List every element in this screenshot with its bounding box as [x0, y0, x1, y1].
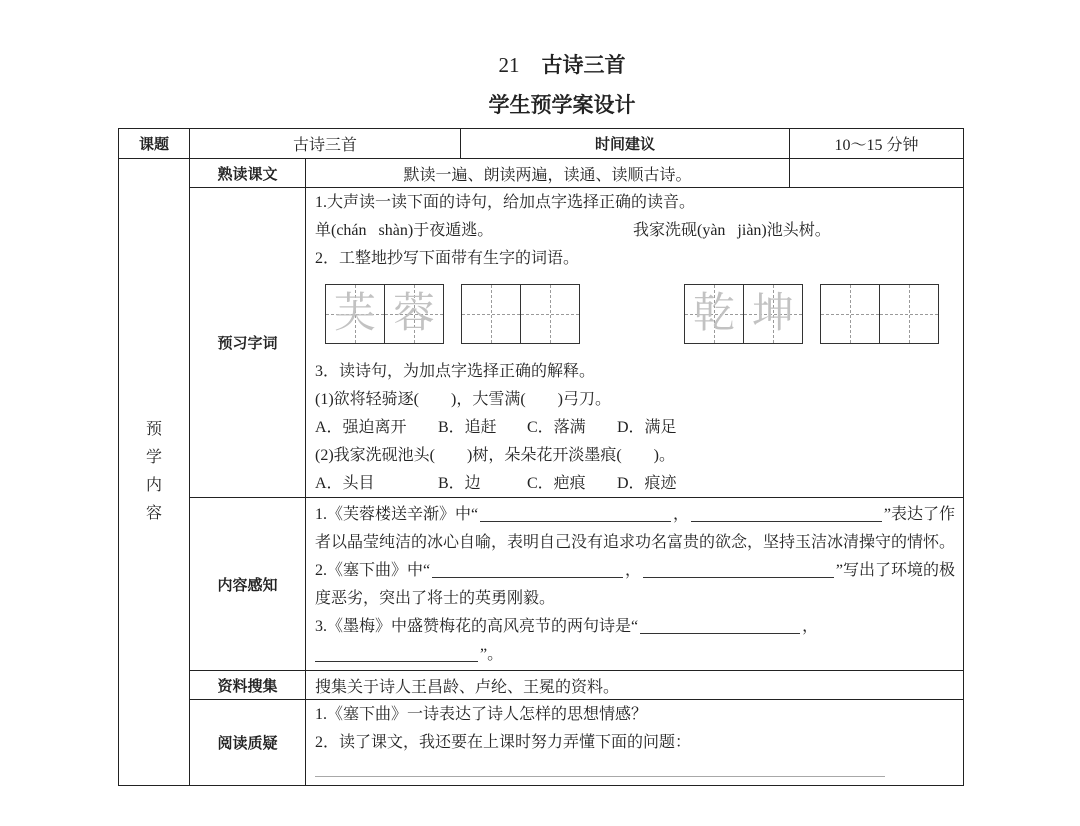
option-b: B．追赶 [438, 419, 497, 436]
trace-character: 乾 [692, 291, 735, 337]
q3-sentence-2: (2)我家洗砚池头( )树，朵朵花开淡墨痕( )。 [315, 447, 675, 464]
trace-character: 蓉 [392, 291, 435, 337]
answer-blank [315, 641, 478, 662]
reading-content-cell [305, 158, 790, 188]
topic-label-cell [118, 128, 190, 159]
perception-q2-continuation: 度恶劣，突出了将士的英勇刚毅。 [315, 590, 556, 607]
section-label: 预学内容 [146, 421, 163, 522]
perception-q3-line [315, 613, 955, 641]
answer-blank [480, 501, 671, 522]
perception-q3-line-2 [315, 641, 955, 669]
option-b: B．边 [438, 475, 481, 492]
character-grids [315, 284, 963, 344]
reading-label-cell [189, 158, 306, 188]
topic-label: 课题 [138, 136, 169, 153]
section-label-cell [118, 158, 190, 786]
perception-q2-sep: ， [625, 562, 642, 579]
option-d: D．满足 [617, 419, 677, 436]
option-c: C．落满 [527, 419, 586, 436]
grid-box-blank-2 [820, 284, 939, 344]
grid-square [461, 284, 521, 344]
q3-sentence-1: (1)欲将轻骑逐( )，大雪满( )弓刀。 [315, 391, 611, 408]
reading-empty-cell [789, 158, 964, 188]
option-d: D．痕迹 [617, 475, 677, 492]
reading-text: 默读一遍、朗读两遍，读通、读顺古诗。 [403, 166, 692, 184]
resource-label-cell [189, 670, 306, 700]
time-label: 时间建议 [594, 136, 655, 153]
question-label-cell [189, 699, 306, 786]
perception-label: 内容感知 [217, 576, 278, 594]
grid-square [743, 284, 803, 344]
lesson-name: 古诗三首 [541, 54, 626, 77]
perception-q1-sep: ， [673, 506, 690, 523]
perception-q3-end: ”。 [480, 646, 504, 663]
q3-options-1 [315, 414, 963, 442]
answer-blank [643, 557, 834, 578]
reading-label: 熟读课文 [217, 165, 278, 183]
perception-q2-end: ”写出了环境的极 [835, 562, 956, 579]
perception-q2-start: 2.《塞下曲》中“ [315, 562, 431, 579]
preview-q3: 3．读诗句，为加点字选择正确的解释。 [315, 363, 596, 380]
preview-q2: 2．工整地抄写下面带有生字的词语。 [315, 250, 580, 267]
grid-square [820, 284, 880, 344]
answer-blank [640, 613, 800, 634]
answer-blank [432, 557, 623, 578]
resource-content-cell [305, 670, 964, 700]
time-value-cell [789, 128, 964, 159]
grid-box-word-2 [684, 284, 803, 344]
perception-q2-line [315, 557, 955, 585]
grid-square [325, 284, 385, 344]
grid-square [684, 284, 744, 344]
option-a: A．头目 [315, 475, 375, 492]
topic-value-cell [189, 128, 461, 159]
perception-q1-line [315, 501, 955, 529]
option-a: A．强迫离开 [315, 419, 407, 436]
question-content-cell [305, 699, 964, 786]
lesson-number: 21 [498, 53, 520, 77]
perception-q1-continuation: 者以晶莹纯洁的冰心自喻，表明自己没有追求功名富贵的欲念，坚持玉洁冰清操守的情怀。 [315, 534, 956, 551]
trace-character: 坤 [751, 291, 794, 337]
answer-blank [691, 501, 882, 522]
resource-label: 资料搜集 [217, 677, 278, 695]
preview-content-cell [305, 187, 964, 498]
perception-q3-start: 3.《墨梅》中盛赞梅花的高风亮节的两句诗是“ [315, 618, 639, 635]
pronunciation-item: 单(chán shàn)于夜遁逃。 [315, 222, 494, 239]
grid-square [384, 284, 444, 344]
preview-q1-items [315, 217, 963, 245]
grid-square [520, 284, 580, 344]
trace-character: 芙 [333, 291, 376, 337]
question-q1: 1.《塞下曲》一诗表达了诗人怎样的思想情感？ [315, 706, 648, 723]
perception-label-cell [189, 497, 306, 671]
grid-box-word-1 [325, 284, 444, 344]
preview-label: 预习字词 [217, 335, 278, 352]
option-c: C．疤痕 [527, 475, 586, 492]
topic-value: 古诗三首 [292, 137, 357, 154]
perception-content-cell [305, 497, 964, 671]
grid-box-blank-1 [461, 284, 580, 344]
preview-label-cell [189, 187, 306, 498]
preview-q1: 1.大声读一读下面的诗句，给加点字选择正确的读音。 [315, 194, 696, 211]
perception-q3-sep: ， [802, 618, 819, 635]
q3-options-2 [315, 470, 963, 498]
time-value: 10～15 分钟 [834, 137, 919, 154]
perception-q1-start: 1.《芙蓉楼送辛渐》中“ [315, 506, 479, 523]
worksheet-subtitle: 学生预学案设计 [488, 94, 636, 117]
question-q2: 2．读了课文，我还要在上课时努力弄懂下面的问题： [315, 734, 692, 751]
resource-text: 搜集关于诗人王昌龄、卢纶、王冕的资料。 [315, 678, 620, 696]
lesson-title [362, 52, 762, 79]
time-label-cell [460, 128, 790, 159]
grid-square [879, 284, 939, 344]
perception-q1-end: ”表达了作 [883, 506, 956, 523]
answer-line [315, 776, 885, 777]
pronunciation-item: 我家洗砚(yàn jiàn)池头树。 [633, 222, 831, 239]
question-label: 阅读质疑 [217, 735, 278, 752]
